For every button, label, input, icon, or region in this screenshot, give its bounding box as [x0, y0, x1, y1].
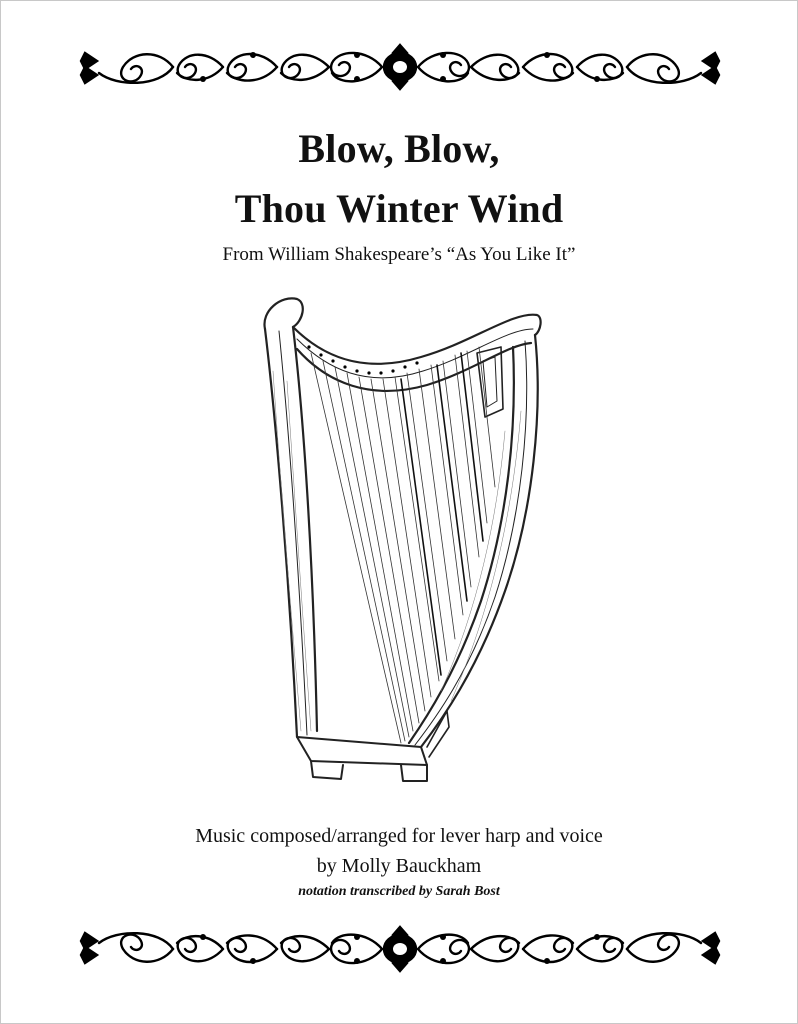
- harp-illustration: [251, 291, 551, 791]
- bottom-ornamental-border: [77, 925, 723, 973]
- subtitle: From William Shakespeare’s “As You Like It”: [222, 244, 576, 265]
- title-line-1: Blow, Blow,: [298, 126, 500, 171]
- top-ornamental-border: [77, 43, 723, 91]
- credit-notation-transcriber: notation transcribed by Sarah Bost: [298, 884, 500, 899]
- title-line-2: Thou Winter Wind: [234, 186, 564, 231]
- credit-composer-name: by Molly Bauckham: [316, 855, 482, 877]
- credit-composed-arranged: Music composed/arranged for lever harp and voice: [195, 825, 603, 847]
